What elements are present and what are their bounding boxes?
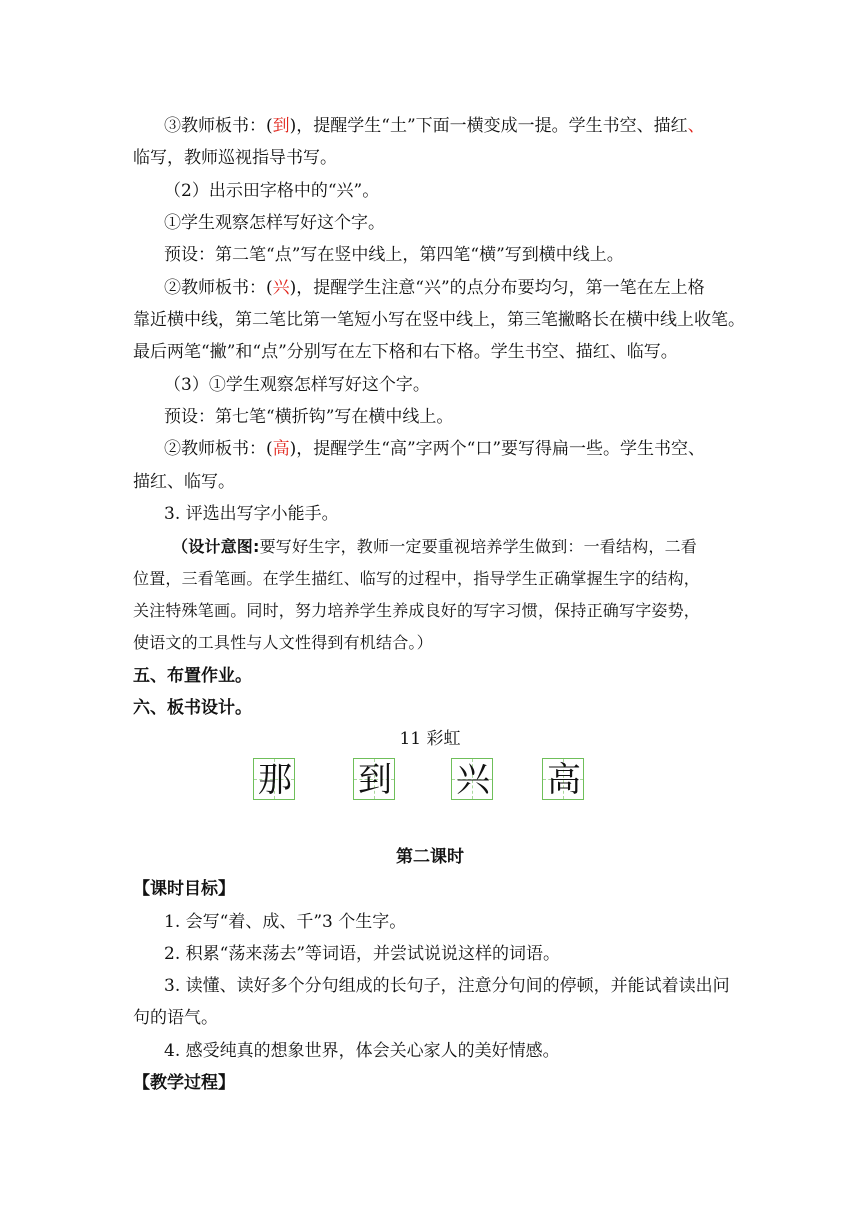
goal-item: 2. 积累“荡来荡去”等词语，并尝试说说这样的词语。 [164,944,561,964]
paragraph-line: 临写，教师巡视指导书写。 [133,148,337,168]
paragraph-line: ①学生观察怎样写好这个字。 [164,213,385,233]
goal-item: 1. 会写“着、成、千”3 个生字。 [164,912,407,932]
tianzige-box [451,758,493,800]
paragraph-line: 预设：第七笔“横折钩”写在横中线上。 [164,407,454,427]
paragraph-line: ③教师板书：(到)，提醒学生“土”下面一横变成一提。学生书空、描红、 [164,116,705,136]
paragraph-line: 最后两笔“撇”和“点”分别写在左下格和右下格。学生书空、描红、临写。 [133,342,678,362]
paragraph-line: 预设：第二笔“点”写在竖中线上，第四笔“横”写到横中线上。 [164,245,624,265]
board-char: 那 [258,760,292,800]
section-item: （3）①学生观察怎样写好这个字。 [164,375,430,395]
paragraph-line: 靠近横中线，第二笔比第一笔短小写在竖中线上，第三笔撇略长在横中线上收笔。 [133,310,745,330]
section-heading: 五、布置作业。 [133,666,252,686]
paragraph-line: ②教师板书：(高)，提醒学生“高”字两个“口”要写得扁一些。学生书空、 [164,439,706,459]
goal-item: 4. 感受纯真的想象世界，体会关心家人的美好情感。 [164,1041,560,1061]
tianzige-box [542,758,584,800]
tianzige-box [253,758,295,800]
goal-item: 3. 读懂、读好多个分句组成的长句子，注意分句间的停顿，并能试着读出问 [164,976,730,996]
design-intent: 关注特殊笔画。同时，努力培养学生养成良好的写字习惯，保持正确写字姿势， [133,601,701,620]
paragraph-line: 3. 评选出写字小能手。 [164,504,339,524]
highlight-char: 到 [272,116,290,136]
design-intent: （设计意图:要写好生字，教师一定要重视培养学生做到：一看结构，二看 [172,537,698,556]
design-intent: 使语文的工具性与人文性得到有机结合。） [133,633,433,652]
highlight-char: 兴 [272,278,290,298]
design-intent: 位置，三看笔画。在学生描红、临写的过程中，指导学生正确掌握生字的结构， [133,569,701,588]
process-header: 【教学过程】 [133,1073,235,1093]
paragraph-line: ②教师板书：(兴)，提醒学生注意“兴”的点分布要均匀，第一笔在左上格 [164,278,705,298]
section-heading: 六、板书设计。 [133,698,252,718]
highlight-char: 高 [272,439,290,459]
board-char: 到 [358,760,392,800]
board-char: 高 [547,760,581,800]
tianzige-box [353,758,395,800]
paragraph-line: 描红、临写。 [133,472,235,492]
board-char: 兴 [456,760,490,800]
lesson-title: 第二课时 [396,847,464,867]
goal-item: 句的语气。 [133,1008,218,1028]
section-item: （2）出示田字格中的“兴”。 [164,181,380,201]
board-title: 11 彩虹 [399,729,461,749]
goals-header: 【课时目标】 [133,879,235,899]
